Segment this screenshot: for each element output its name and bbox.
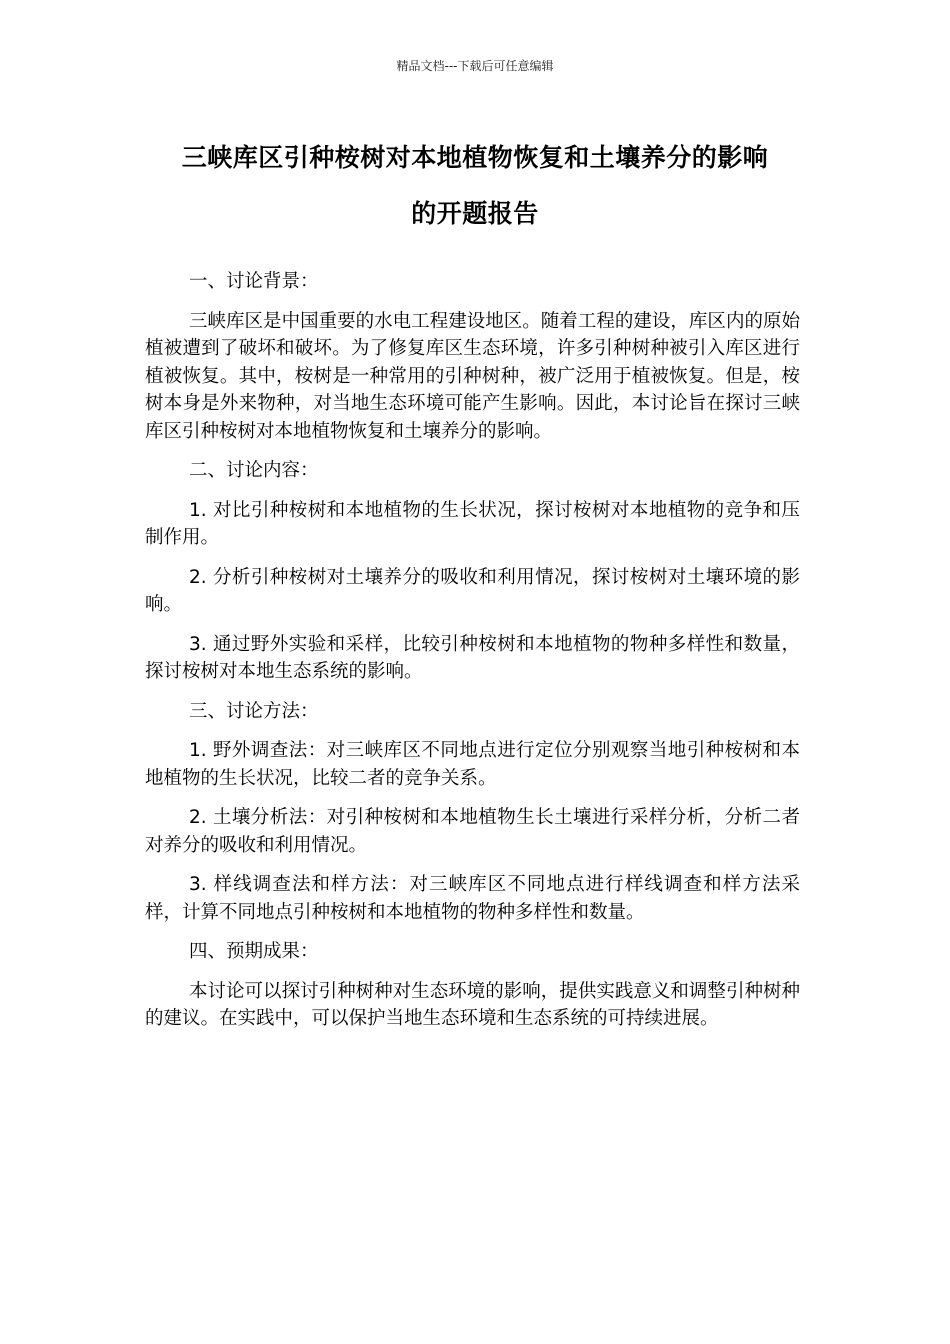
section-heading-outcomes: 四、预期成果： [189, 941, 319, 962]
section-heading-background: 一、讨论背景： [189, 271, 319, 292]
section-heading-content: 二、讨论内容： [189, 460, 319, 481]
paragraph-outcomes: 本讨论可以探讨引种树种对生态环境的影响，提供实践意义和调整引种树种的建议。在实践中，可以保护当地生态环境和生态系统的可持续进展。 [145, 980, 800, 1029]
method-item-2: 2. 土壤分析法：对引种桉树和本地植物生长土壤进行采样分析，分析二者对养分的吸收和利用情况。 [145, 807, 800, 856]
method-item-1: 1. 野外调查法：对三峡库区不同地点进行定位分别观察当地引种桉树和本地植物的生长状况，比较二者的竞争关系。 [145, 740, 800, 789]
title-line-2: 的开题报告 [411, 199, 539, 228]
method-item-3: 3. 样线调查法和样方法：对三峡库区不同地点进行样线调查和样方法采样，计算不同地点引种桉树和本地植物的物种多样性和数量。 [145, 874, 800, 923]
content-item-3: 3. 通过野外实验和采样，比较引种桉树和本地植物的物种多样性和数量，探讨桉树对本地生态系统的影响。 [145, 633, 800, 682]
content-item-2: 2. 分析引种桉树对土壤养分的吸收和利用情况，探讨桉树对土壤环境的影响。 [145, 566, 800, 615]
content-item-1: 1. 对比引种桉树和本地植物的生长状况，探讨桉树对本地植物的竞争和压制作用。 [145, 499, 800, 548]
document-title [140, 130, 810, 242]
page-header: 精品文档---下载后可任意编辑 [396, 59, 554, 73]
document-body [145, 268, 800, 1045]
section-heading-methods: 三、讨论方法： [189, 700, 319, 722]
paragraph-background: 三峡库区是中国重要的水电工程建设地区。随着工程的建设，库区内的原始植被遭到了破坏和破坏。为了修复库区生态环境，许多引种树种被引入库区进行植被恢复。其中，桉树是一种常用的引种树种，被广泛用于植被恢复。但是，桉树本身是外来物种，对当地生态环境可能产生影响。因此，本讨论旨在探讨三峡库区引种桉树对本地植物恢复和土壤养分的影响。 [145, 310, 800, 442]
title-line-1: 三峡库区引种桉树对本地植物恢复和土壤养分的影响 [181, 143, 769, 172]
